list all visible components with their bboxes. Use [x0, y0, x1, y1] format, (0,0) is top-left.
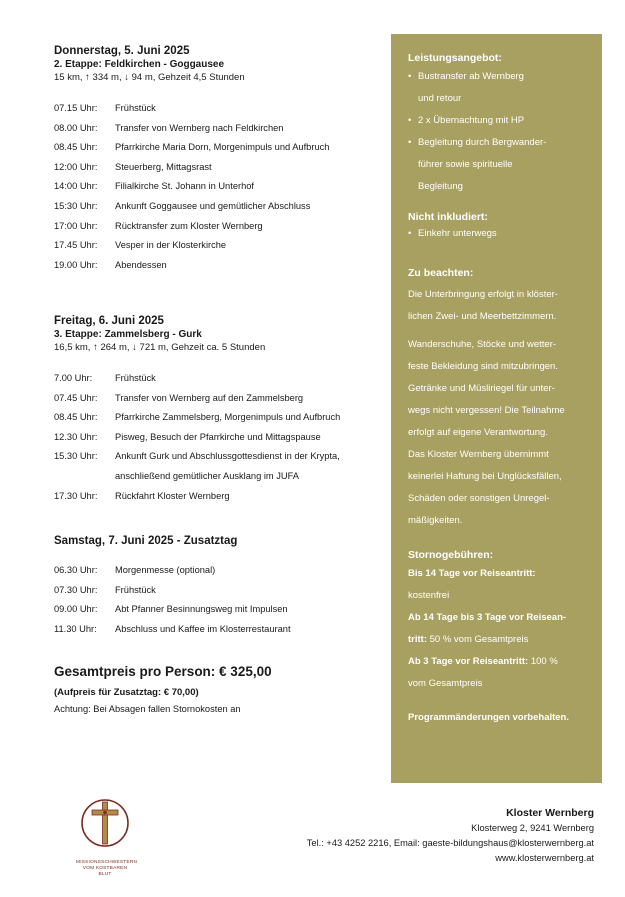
schedule-row: 07.45 Uhr: Transfer von Wernberg auf den Zammelsberg [54, 392, 304, 403]
notes-line: Schäden oder sonstigen Unregel- [408, 493, 550, 504]
schedule-row: 17:00 Uhr: Rücktransfer zum Kloster Wernberg [54, 220, 263, 231]
logo-line1: MISSIONSSCHWESTERN [76, 860, 138, 865]
schedule-row: 08.45 Uhr: Pfarrkirche Maria Dorn, Morgenimpuls und Aufbruch [54, 142, 330, 153]
schedule-row: 7.00 Uhr: Frühstück [54, 373, 156, 383]
cancel-rule-2: Ab 14 Tage bis 3 Tage vor Reisean- [408, 612, 567, 623]
schedule-row: 09.00 Uhr: Abt Pfanner Besinnungsweg mit Impulsen [54, 604, 288, 615]
website: www.klosterwernberg.at [495, 853, 594, 863]
price-extra: (Aufpreis für Zusatztag: € 70,00) [54, 687, 199, 698]
logo-line2: VOM KOSTBAREN BLUT [82, 866, 128, 877]
schedule-row: 12:00 Uhr: Steuerberg, Mittagsrast [54, 161, 212, 172]
list-item: und retour [418, 93, 462, 104]
schedule-row: 11.30 Uhr: Abschluss und Kaffee im Klosterrestaurant [54, 623, 291, 634]
contact-line: Tel.: +43 4252 2216, Email: gaeste-bildungshaus@klosterwernberg.at [306, 838, 594, 848]
cross-logo-icon [76, 793, 134, 855]
excluded-list [408, 227, 590, 241]
day2-section [54, 314, 384, 506]
services-heading: Leistungsangebot: [408, 52, 502, 64]
list-item: Begleitung [418, 181, 463, 192]
info-sidebar [391, 34, 602, 783]
cancel-rule-1: Bis 14 Tage vor Reiseantritt: [408, 568, 536, 579]
notes-line: Getränke und Müsliriegel für unter- [408, 383, 555, 394]
notes-heading: Zu beachten: [408, 267, 474, 279]
schedule-row: 17.45 Uhr: Vesper in der Klosterkirche [54, 240, 227, 251]
schedule-row: 07.30 Uhr: Frühstück [54, 584, 156, 595]
price-section [54, 664, 272, 714]
notes-line: erfolgt auf eigene Verantwortung. [408, 427, 548, 438]
notes-line: wegs nicht vergessen! Die Teilnahme [408, 405, 565, 416]
address: Klosterweg 2, 9241 Wernberg [471, 823, 594, 833]
notes-line: Die Unterbringung erfolgt in klöster- [408, 289, 558, 300]
schedule-row: 14:00 Uhr: Filialkirche St. Johann in Unterhof [54, 181, 255, 192]
notes-line: lichen Zwei- und Meerbettzimmern. [408, 311, 557, 322]
cancel-rule-1-value: kostenfrei [408, 590, 450, 601]
list-item: • Einkehr unterwegs [408, 227, 590, 241]
day1-schedule [54, 99, 384, 275]
notes-line: mäßigkeiten. [408, 515, 463, 526]
day2-title: Freitag, 6. Juni 2025 [54, 315, 164, 327]
list-item: • 2 x Übernachtung mit HP [408, 110, 590, 132]
schedule-row: 15.30 Uhr: Ankunft Gurk und Abschlussgottesdienst in der Krypta, [54, 451, 340, 462]
day3-schedule [54, 561, 384, 639]
notes-line: Das Kloster Wernberg übernimmt [408, 449, 549, 460]
services-list [408, 66, 590, 198]
list-item: • Bustransfer ab Wernberg [408, 66, 590, 88]
cancel-heading: Stornogebühren: [408, 549, 494, 561]
notes-line: feste Bekleidung sind mitzubringen. [408, 361, 558, 372]
day1-title: Donnerstag, 5. Juni 2025 [54, 45, 190, 57]
notes-line: Wanderschuhe, Stöcke und wetter- [408, 339, 557, 350]
excluded-heading: Nicht inkludiert: [408, 211, 488, 223]
day3-title: Samstag, 7. Juni 2025 - Zusatztag [54, 535, 238, 547]
schedule-row: anschließend gemütlicher Ausklang im JUFA [115, 470, 299, 481]
schedule-row: 17.30 Uhr: Rückfahrt Kloster Wernberg [54, 490, 230, 501]
schedule-row: 07.15 Uhr: Frühstück [54, 103, 156, 113]
day2-stage: 3. Etappe: Zammelsberg - Gurk [54, 329, 202, 340]
cancel-rule-2-value: tritt: 50 % vom Gesamtpreis [408, 634, 529, 645]
logo [76, 793, 138, 877]
day2-schedule [54, 369, 384, 506]
schedule-row: 12.30 Uhr: Pisweg, Besuch der Pfarrkirche und Mittagspause [54, 431, 321, 442]
price-title: Gesamtpreis pro Person: € 325,00 [54, 664, 272, 679]
schedule-row: 19.00 Uhr: Abendessen [54, 259, 167, 270]
day1-section [54, 44, 384, 275]
day1-info: 15 km, ↑ 334 m, ↓ 94 m, Gehzeit 4,5 Stunden [54, 72, 245, 83]
price-note: Achtung: Bei Absagen fallen Stornokosten an [54, 704, 241, 714]
contact-block [307, 806, 594, 866]
day2-info: 16,5 km, ↑ 264 m, ↓ 721 m, Gehzeit ca. 5 Stunden [54, 342, 266, 353]
notes-line: keinerlei Haftung bei Unglücksfällen, [408, 471, 562, 482]
changes-note: Programmänderungen vorbehalten. [408, 712, 570, 723]
org-name: Kloster Wernberg [506, 807, 594, 819]
schedule-row: 06.30 Uhr: Morgenmesse (optional) [54, 565, 216, 575]
list-item: • Begleitung durch Bergwander- [408, 132, 590, 154]
schedule-row: 08.00 Uhr: Transfer von Wernberg nach Feldkirchen [54, 122, 284, 133]
cancel-rule-3: Ab 3 Tage vor Reiseantritt: 100 % [408, 656, 558, 667]
day3-section [54, 534, 384, 639]
schedule-row: 15:30 Uhr: Ankunft Goggausee und gemütlicher Abschluss [54, 200, 311, 211]
list-item: führer sowie spirituelle [418, 159, 513, 170]
cancel-rule-3-value: vom Gesamtpreis [408, 678, 483, 689]
schedule-row: 08.45 Uhr: Pfarrkirche Zammelsberg, Morgenimpuls und Aufbruch [54, 412, 341, 423]
day1-stage: 2. Etappe: Feldkirchen - Goggausee [54, 59, 225, 70]
